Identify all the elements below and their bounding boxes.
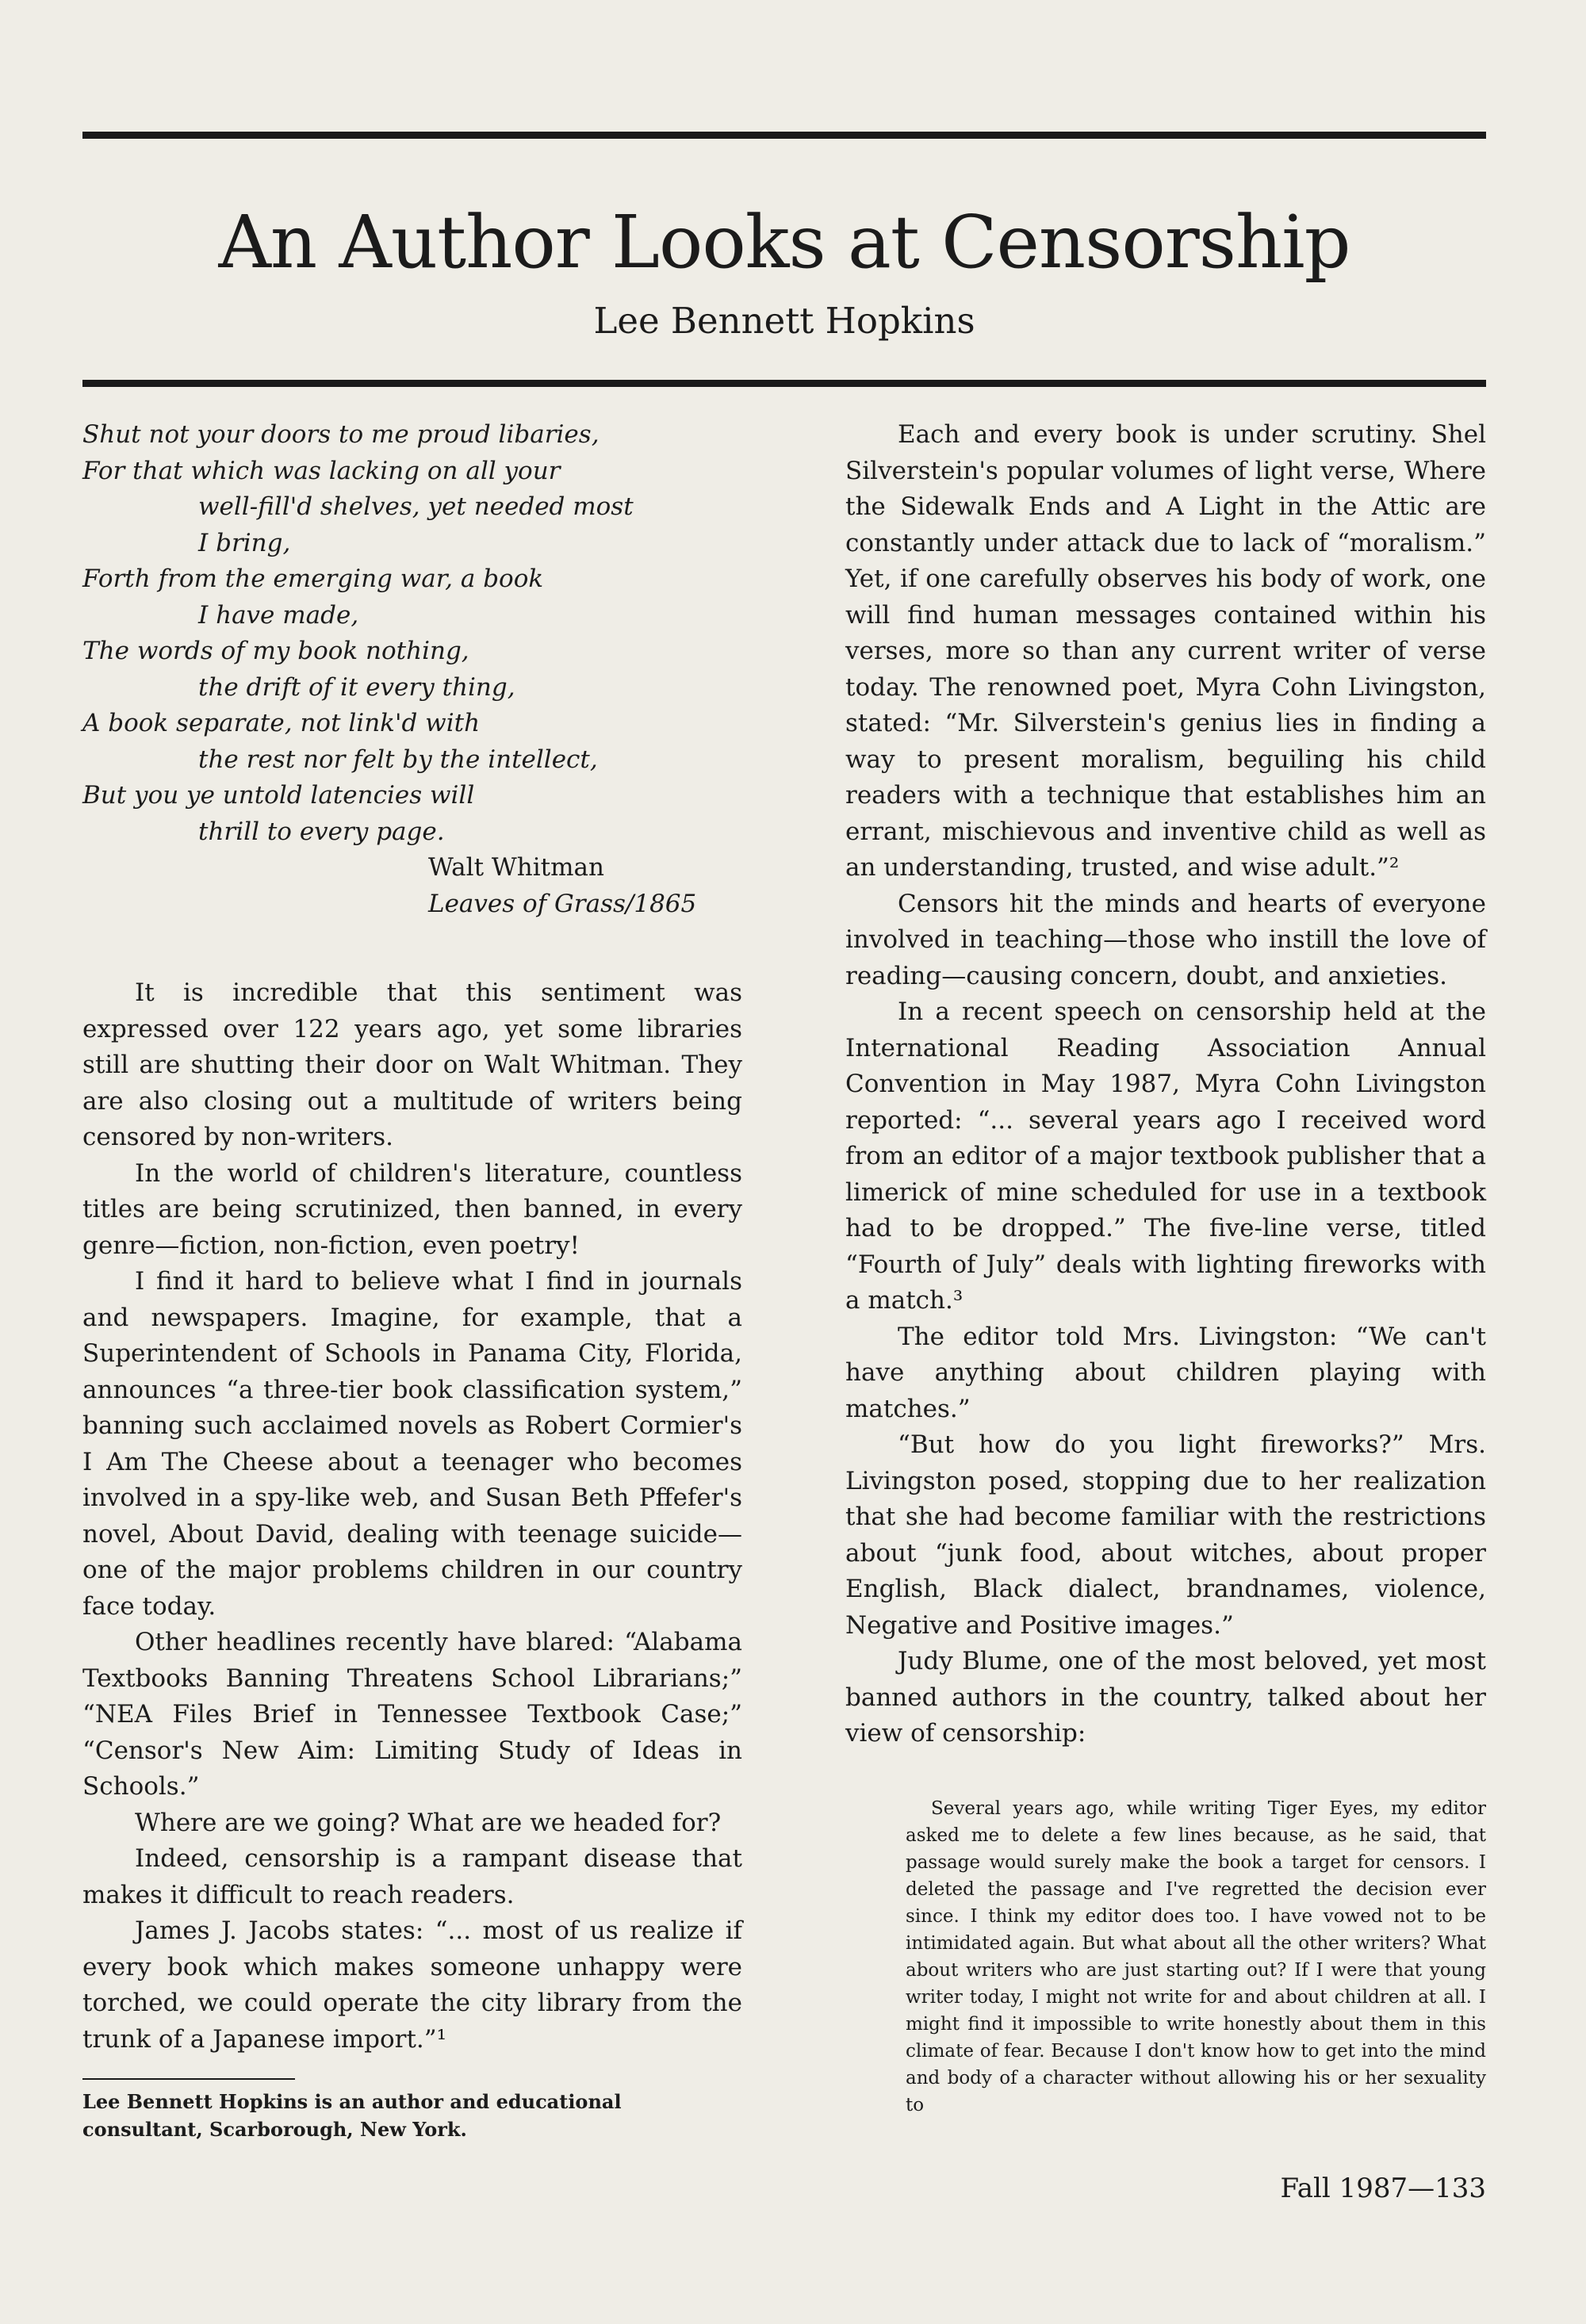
article-title: An Author Looks at Censorship xyxy=(218,200,1350,285)
epigraph-line: Forth from the emerging war, a book xyxy=(82,565,544,593)
block-quote-text: Several years ago, while writing Tiger Eyes, my editor asked me to delete a few lines because, as he said, that passage would surely make the book a target for censors. I deleted the passage and I've regretted the decision ever since. I think my editor does too. I have vowed not to be intimidated again. But what about all the other writers? What about writers who are just starting out? If I were that young writer today, I might not write for and about children at all. I might find it impossible to write honestly about them in this climate of fear. Because I don't know how to get into the mind and body of a character without allowing his or her sexuality to xyxy=(906,1798,1486,2115)
epigraph-line: the drift of it every thing, xyxy=(198,672,515,702)
body-paragraph: The editor told Mrs. Livingston: “We can't have anything about children playing with matches.” xyxy=(845,1322,1486,1423)
epigraph xyxy=(82,417,742,922)
body-paragraph: Other headlines recently have blared: “Alabama Textbooks Banning Threatens School Librarians;” “NEA Files Brief in Tennessee Textbook Case;” “Censor's New Aim: Limiting Study of Ideas in Schools.” xyxy=(82,1628,742,1801)
body-paragraph: In the world of children's literature, countless titles are being scrutinized, then banned, in every genre—fiction, non-fiction, even poetry! xyxy=(82,1158,742,1260)
body-paragraph: Where are we going? What are we headed for? xyxy=(135,1808,722,1837)
epigraph-attribution-name: Walt Whitman xyxy=(428,853,604,882)
body-paragraph: I find it hard to believe what I find in journals and newspapers. Imagine, for example, that a Superintendent of Schools in Panama City, Florida, announces “a three-tier book classification system,” banning such acclaimed novels as Robert Cormier's I Am The Cheese about a teenager who becomes involved in a spy-like web, and Susan Beth Pffefer's novel, About David, dealing with teenage suicide—one of the major problems children in our country face today. xyxy=(82,1267,742,1621)
body-paragraph: James J. Jacobs states: “... most of us realize if every book which makes someone unhappy were torched, we could operate the city library from the trunk of a Japanese import.”¹ xyxy=(82,1916,742,2054)
right-column xyxy=(845,417,1486,2119)
epigraph-line: For that which was lacking on all your xyxy=(82,456,561,485)
header-bottom-rule xyxy=(82,380,1486,387)
author-footnote: Lee Bennett Hopkins is an author and educational consultant, Scarborough, New York. xyxy=(82,2090,622,2141)
body-paragraph: Indeed, censorship is a rampant disease that makes it difficult to reach readers. xyxy=(82,1844,742,1909)
epigraph-line: I have made, xyxy=(198,600,359,630)
epigraph-line: The words of my book nothing, xyxy=(82,637,469,665)
epigraph-line: I bring, xyxy=(198,528,291,557)
footnote-rule xyxy=(82,2078,295,2080)
left-column xyxy=(82,417,742,2143)
block-quote xyxy=(845,1795,1486,2119)
body-paragraph: It is incredible that this sentiment was expressed over 122 years ago, yet some libraries still are shutting their door on Walt Whitman. They are also closing out a multitude of writers being censored by non-writers. xyxy=(82,978,742,1151)
article-author: Lee Bennett Hopkins xyxy=(593,300,975,342)
top-rule xyxy=(82,132,1486,139)
epigraph-line: the rest nor felt by the intellect, xyxy=(198,745,598,774)
body-paragraph: Judy Blume, one of the most beloved, yet most banned authors in the country, talked about her view of censorship: xyxy=(845,1647,1486,1748)
body-paragraph: In a recent speech on censorship held at the International Reading Association Annual Convention in May 1987, Myra Cohn Livingston reported: “... several years ago I received word from an editor of a major textbook publisher that a limerick of mine scheduled for use in a textbook had to be dropped.” The five-line verse, titled “Fourth of July” deals with lighting fireworks with a match.³ xyxy=(845,997,1486,1315)
epigraph-line: Shut not your doors to me proud libaries, xyxy=(82,420,600,449)
page-number: Fall 1987—133 xyxy=(1280,2173,1486,2204)
body-paragraph: Each and every book is under scrutiny. Shel Silverstein's popular volumes of light verse, Where the Sidewalk Ends and A Light in the Attic are constantly under attack due to lack of “moralism.” Yet, if one carefully observes his body of work, one will find human messages contained within his verses, more so than any current writer of verse today. The renowned poet, Myra Cohn Livingston, stated: “Mr. Silverstein's genius lies in finding a way to present moralism, beguiling his child readers with a technique that establishes him an errant, mischievous and inventive child as well as an understanding, trusted, and wise adult.”² xyxy=(845,420,1486,882)
epigraph-line: A book separate, not link'd with xyxy=(82,709,481,737)
epigraph-line: But you ye untold latencies will xyxy=(82,781,475,810)
epigraph-line: thrill to every page. xyxy=(198,817,445,846)
epigraph-line: well-fill'd shelves, yet needed most xyxy=(198,492,634,521)
body-paragraph: “But how do you light fireworks?” Mrs. Livingston posed, stopping due to her realization that she had become familiar with the restrictions about “junk food, about witches, about proper English, Black dialect, brandnames, violence, Negative and Positive images.” xyxy=(845,1430,1486,1640)
body-paragraph: Censors hit the minds and hearts of everyone involved in teaching—those who instill the love of reading—causing concern, doubt, and anxieties. xyxy=(845,889,1486,990)
epigraph-attribution-work: Leaves of Grass/1865 xyxy=(428,889,697,918)
